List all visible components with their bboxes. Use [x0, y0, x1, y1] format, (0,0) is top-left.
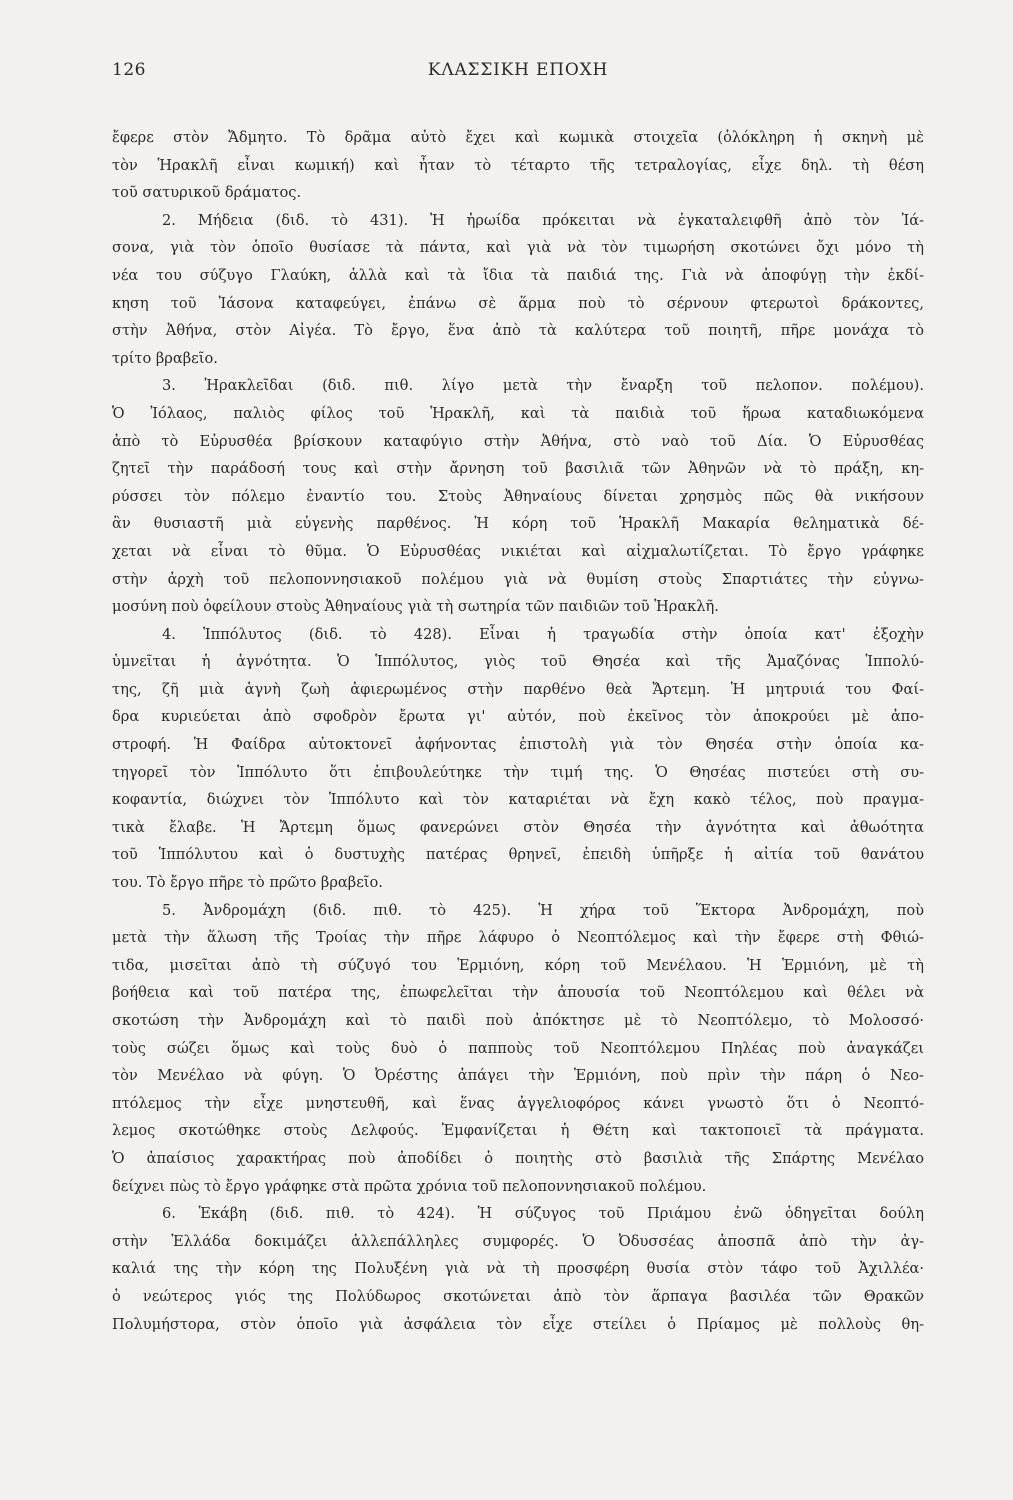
text-line: της, ζῆ μιὰ ἁγνὴ ζωὴ ἀφιερωμένος στὴν παρθένο θεὰ Ἄρτεμη. Ἡ μητρυιά του Φαί- [112, 680, 924, 698]
text-line: 4. Ἱππόλυτος (διδ. τὸ 428). Εἶναι ἡ τραγωδία στὴν ὁποία κατ' ἐξοχὴν [162, 625, 924, 643]
text-line: 6. Ἑκάβη (διδ. πιθ. τὸ 424). Ἡ σύζυγος τοῦ Πριάμου ἐνῶ ὁδηγεῖται δούλη [162, 1205, 924, 1223]
text-line: μοσύνη ποὺ ὀφείλουν στοὺς Ἀθηναίους γιὰ τὴ σωτηρία τῶν παιδιῶν τοῦ Ἡρακλῆ. [112, 598, 719, 616]
text-line: στὴν ἀρχὴ τοῦ πελοποννησιακοῦ πολέμου γιὰ νὰ θυμίση στοὺς Σπαρτιάτες τὴν εὐγνω- [112, 570, 924, 588]
text-line: τιδα, μισεῖται ἀπὸ τὴ σύζυγό του Ἑρμιόνη, κόρη τοῦ Μενέλαου. Ἡ Ἑρμιόνη, μὲ τὴ [112, 956, 924, 974]
text-line: τοῦ Ἱππόλυτου καὶ ὁ δυστυχὴς πατέρας θρηνεῖ, ἐπειδὴ ὑπῆρξε ἡ αἰτία τοῦ θανάτου [112, 846, 924, 864]
text-line: δείχνει πὼς τὸ ἔργο γράφηκε στὰ πρῶτα χρόνια τοῦ πελοποννησιακοῦ πολέμου. [112, 1177, 707, 1195]
text-line: Ὁ Ἰόλαος, παλιὸς φίλος τοῦ Ἡρακλῆ, καὶ τὰ παιδιὰ τοῦ ἥρωα καταδιωκόμενα [112, 404, 924, 422]
text-line: τοῦ σατυρικοῦ δράματος. [112, 184, 302, 202]
body-text [112, 124, 924, 1338]
text-line: Ὁ ἀπαίσιος χαρακτήρας ποὺ ἀποδίδει ὁ ποιητὴς στὸ βασιλιὰ τῆς Σπάρτης Μενέλαο [112, 1149, 924, 1167]
text-line: τρίτο βραβεῖο. [112, 349, 218, 367]
text-line: ζητεῖ τὴν παράδοσή τους καὶ στὴν ἄρνηση τοῦ βασιλιᾶ τῶν Ἀθηνῶν νὰ τὸ πράξη, κη- [112, 460, 924, 478]
running-title: ΚΛΑΣΣΙΚΗ ΕΠΟΧΗ [427, 60, 609, 80]
text-line: καλιά της τὴν κόρη της Πολυξένη γιὰ νὰ τὴ προσφέρη θυσία στὸν τάφο τοῦ Ἀχιλλέα· [112, 1260, 924, 1278]
text-line: ὑμνεῖται ἡ ἁγνότητα. Ὁ Ἱππόλυτος, γιὸς τοῦ Θησέα καὶ τῆς Ἀμαζόνας Ἱππολύ- [112, 653, 924, 671]
text-line: χεται νὰ εἶναι τὸ θῦμα. Ὁ Εὐρυσθέας νικιέται καὶ αἰχμαλωτίζεται. Τὸ ἔργο γράφηκε [112, 542, 924, 560]
text-line: στὴν Ἑλλάδα δοκιμάζει ἀλλεπάλληλες συμφορές. Ὁ Ὀδυσσέας ἀποσπᾶ ἀπὸ τὴν ἀγ- [112, 1232, 924, 1250]
text-line: ἂν θυσιαστῆ μιὰ εὐγενὴς παρθένος. Ἡ κόρη τοῦ Ἡρακλῆ Μακαρία θεληματικὰ δέ- [112, 515, 924, 533]
text-line: του. Τὸ ἔργο πῆρε τὸ πρῶτο βραβεῖο. [112, 874, 383, 892]
text-line: τηγορεῖ τὸν Ἱππόλυτο ὅτι ἐπιβουλεύτηκε τὴν τιμή της. Ὁ Θησέας πιστεύει στὴ συ- [112, 763, 924, 781]
text-line: ἔφερε στὸν Ἄδμητο. Τὸ δρᾶμα αὐτὸ ἔχει καὶ κωμικὰ στοιχεῖα (ὁλόκληρη ἡ σκηνὴ μὲ [112, 129, 924, 146]
text-line: βοήθεια καὶ τοῦ πατέρα της, ἐπωφελεῖται τὴν ἀπουσία τοῦ Νεοπτόλεμου καὶ θέλει νὰ [112, 984, 924, 1002]
text-line: τικὰ ἔλαβε. Ἡ Ἄρτεμη ὅμως φανερώνει στὸν Θησέα τὴν ἁγνότητα καὶ ἀθωότητα [112, 818, 924, 836]
text-line: κηση τοῦ Ἰάσονα καταφεύγει, ἐπάνω σὲ ἅρμα ποὺ τὸ σέρνουν φτερωτοὶ δράκοντες, [112, 294, 924, 312]
text-line: 2. Μήδεια (διδ. τὸ 431). Ἡ ἡρωίδα πρόκειται νὰ ἐγκαταλειφθῆ ἀπὸ τὸν Ἰά- [162, 211, 924, 229]
text-line: ὁ νεώτερος γιός της Πολύδωρος σκοτώνεται ἀπὸ τὸν ἅρπαγα βασιλέα τῶν Θρακῶν [112, 1287, 924, 1305]
text-line: Πολυμήστορα, στὸν ὁποῖο γιὰ ἀσφάλεια τὸν εἶχε στείλει ὁ Πρίαμος μὲ πολλοὺς θη- [112, 1315, 924, 1333]
text-line: τοὺς σώζει ὅμως καὶ τοὺς δυὸ ὁ παπποὺς τοῦ Νεοπτόλεμου Πηλέας ποὺ ἀναγκάζει [112, 1039, 924, 1057]
page-header [112, 60, 924, 90]
text-line: πτόλεμος τὴν εἶχε μνηστευθῆ, καὶ ἕνας ἀγγελιοφόρος κάνει γνωστὸ ὅτι ὁ Νεοπτό- [112, 1094, 924, 1112]
text-line: σκοτώση τὴν Ἀνδρομάχη καὶ τὸ παιδὶ ποὺ ἀπόκτησε μὲ τὸ Νεοπτόλεμο, τὸ Μολοσσό· [112, 1012, 924, 1029]
text-line: στὴν Ἀθήνα, στὸν Αἰγέα. Τὸ ἔργο, ἕνα ἀπὸ τὰ καλύτερα τοῦ ποιητῆ, πῆρε μονάχα τὸ [112, 322, 924, 340]
text-line: νέα του σύζυγο Γλαύκη, ἀλλὰ καὶ τὰ ἴδια τὰ παιδιά της. Γιὰ νὰ ἀποφύγῃ τὴν ἐκδί- [112, 266, 924, 284]
text-line: δρα κυριεύεται ἀπὸ σφοδρὸν ἔρωτα γι' αὐτόν, ποὺ ἐκεῖνος τὸν ἀποκρούει μὲ ἀπο- [112, 708, 924, 726]
text-line: σονα, γιὰ τὸν ὁποῖο θυσίασε τὰ πάντα, καὶ γιὰ νὰ τὸν τιμωρήση σκοτώνει ὄχι μόνο τὴ [112, 239, 924, 257]
text-line: λεμος σκοτώθηκε στοὺς Δελφούς. Ἐμφανίζεται ἡ Θέτη καὶ τακτοποιεῖ τὰ πράγματα. [112, 1122, 924, 1140]
text-line: 5. Ἀνδρομάχη (διδ. πιθ. τὸ 425). Ἡ χήρα τοῦ Ἕκτορα Ἀνδρομάχη, ποὺ [162, 901, 924, 919]
text-line: 3. Ἡρακλεῖδαι (διδ. πιθ. λίγο μετὰ τὴν ἔναρξη τοῦ πελοπον. πολέμου). [162, 377, 924, 395]
text-line: τὸν Μενέλαο νὰ φύγη. Ὁ Ὀρέστης ἀπάγει τὴν Ἑρμιόνη, ποὺ πρὶν τὴν πάρη ὁ Νεο- [112, 1067, 924, 1085]
page-number: 126 [112, 60, 146, 80]
text-line: ρύσσει τὸν πόλεμο ἐναντίο του. Στοὺς Ἀθηναίους δίνεται χρησμὸς πῶς θὰ νικήσουν [112, 487, 924, 505]
text-line: τὸν Ἡρακλῆ εἶναι κωμική) καὶ ἦταν τὸ τέταρτο τῆς τετραλογίας, εἶχε δηλ. τὴ θέση [112, 156, 924, 174]
text-line: κοφαντία, διώχνει τὸν Ἱππόλυτο καὶ τὸν καταριέται νὰ ἔχη κακὸ τέλος, ποὺ πραγμα- [112, 791, 924, 809]
text-line: μετὰ τὴν ἅλωση τῆς Τροίας τὴν πῆρε λάφυρο ὁ Νεοπτόλεμος καὶ τὴν ἔφερε στὴ Φθιώ- [112, 929, 924, 947]
text-line: ἀπὸ τὸ Εὐρυσθέα βρίσκουν καταφύγιο στὴν Ἀθήνα, στὸ ναὸ τοῦ Δία. Ὁ Εὐρυσθέας [112, 432, 924, 450]
text-line: στροφή. Ἡ Φαίδρα αὐτοκτονεῖ ἀφήνοντας ἐπιστολὴ γιὰ τὸν Θησέα στὴν ὁποία κα- [112, 736, 924, 754]
